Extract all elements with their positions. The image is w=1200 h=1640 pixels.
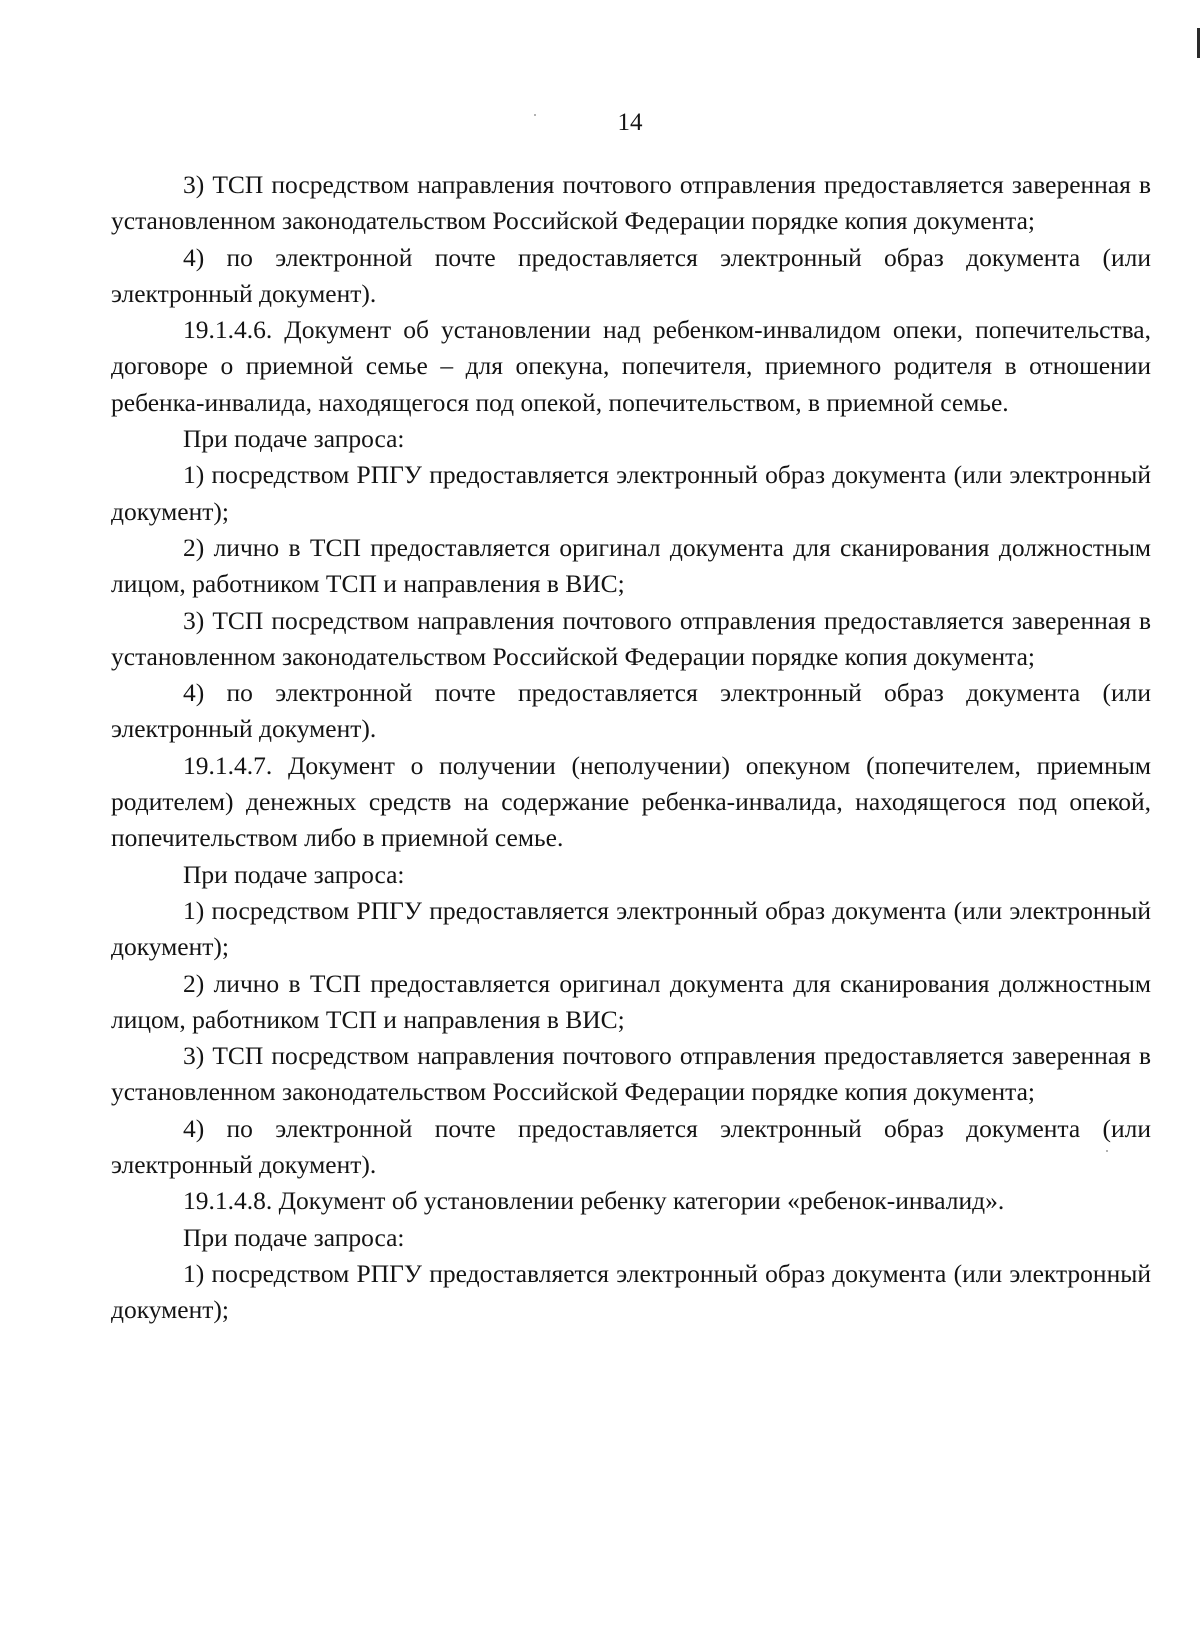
paragraph: 4) по электронной почте предоставляется электронный образ документа (или электронный документ). bbox=[111, 1113, 1151, 1180]
paragraph: 3) ТСП посредством направления почтового отправления предоставляется заверенная в установленном законодательством Российской Федерации порядке копия документа; bbox=[111, 170, 1151, 236]
paragraph: При подаче запроса: bbox=[183, 1222, 405, 1252]
paragraph: 19.1.4.7. Документ о получении (неполучении) опекуном (попечителем, приемным родителем) денежных средств на содержание ребенка-инвалида, находящегося под опекой, попечительством либо в приемной семье. bbox=[111, 750, 1151, 853]
paragraph: При подаче запроса: bbox=[183, 859, 405, 889]
paragraph: 19.1.4.6. Документ об установлении над ребенком-инвалидом опеки, попечительства, договоре о приемной семье – для опекуна, попечителя, приемного родителя в отношении ребенка-инвалида, находящегося под опекой, попечительством, в приемной семье. bbox=[111, 315, 1151, 417]
paragraph: 1) посредством РПГУ предоставляется электронный образ документа (или электронный документ); bbox=[111, 895, 1151, 962]
paragraph: 19.1.4.8. Документ об установлении ребенку категории «ребенок-инвалид». bbox=[183, 1186, 1005, 1216]
paragraph: При подаче запроса: bbox=[183, 424, 405, 454]
paragraph: 1) посредством РПГУ предоставляется электронный образ документа (или электронный документ); bbox=[111, 460, 1151, 526]
document-body bbox=[111, 167, 1151, 1329]
page-number: 14 bbox=[617, 109, 643, 136]
paragraph: 4) по электронной почте предоставляется электронный образ документа (или электронный документ). bbox=[111, 242, 1151, 308]
paragraph: 3) ТСП посредством направления почтового отправления предоставляется заверенная в установленном законодательством Российской Федерации порядке копия документа; bbox=[111, 1041, 1151, 1107]
paragraph: 1) посредством РПГУ предоставляется электронный образ документа (или электронный документ); bbox=[111, 1258, 1151, 1325]
paragraph: 4) по электронной почте предоставляется электронный образ документа (или электронный документ). bbox=[111, 678, 1151, 744]
paragraph: 2) лично в ТСП предоставляется оригинал документа для сканирования должностным лицом, работником ТСП и направления в ВИС; bbox=[111, 532, 1151, 599]
paragraph: 2) лично в ТСП предоставляется оригинал документа для сканирования должностным лицом, работником ТСП и направления в ВИС; bbox=[111, 968, 1151, 1034]
paragraph: 3) ТСП посредством направления почтового отправления предоставляется заверенная в установленном законодательством Российской Федерации порядке копия документа; bbox=[111, 605, 1151, 671]
